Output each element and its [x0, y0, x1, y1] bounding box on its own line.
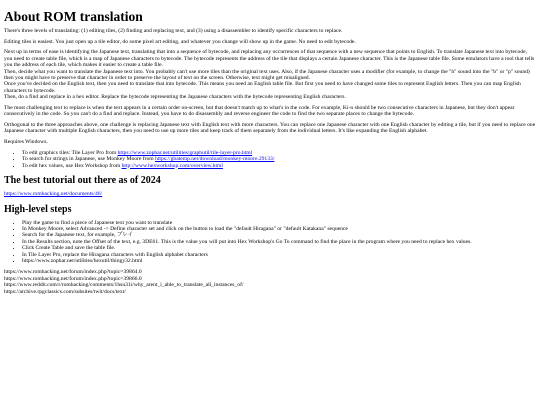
- list-item: • In Tile Layer Pro, replace the Hiragana characters with English alphabet characters: [22, 252, 536, 258]
- level3-paragraph: The most challenging text to replace is when the text appears in a certain order on-screen, but that doesn't match up to what's in the code. For example, Ki-n should be two consecutive characters in Japanese, but they don't appear consecutively in the code. So you can't do a find and replace. Instead, you have to do disassembly and reverse engineer the code to find the two separate places to change the bytecode.: [4, 104, 515, 118]
- intro-tiles: Editing tiles is easiest. You just open up a tile editor, do some pixel art editing, and whatever you change will show up in the game. No need to edit bytecode.: [4, 38, 356, 45]
- reference-urls: [4, 269, 536, 295]
- steps-list: [4, 220, 536, 265]
- tutorial-heading: The best tutorial out there as of 2024: [4, 175, 161, 187]
- tools-list: [4, 150, 536, 169]
- page-title: About ROM translation: [4, 9, 143, 24]
- reference-url: https://www.romhacking.net/forum/index.php?topic=39864.0: [4, 269, 142, 276]
- list-item: • In the Results section, note the Offset of the text, e.g. 3DE61. This is the value you will put into Hex Workshop's Go To command to find the place in the program where you need to replace hex values.: [22, 239, 536, 245]
- level2-paragraph: [4, 49, 536, 100]
- orthogonal-paragraph: Orthogonal to the three approaches above, one challenge is replacing Japanese text with English text with more characters. You can replace one Japanese character with one English character by editing a tile, but if you need to replace one Japanese character with multiple English characters, then you need to use up more tiles and keep track of them separately from the individual letters. It's like expanding the English alphabet.: [4, 122, 536, 135]
- list-item: • In Monkey Moore, select Advanced -> Define character set and click on the button to load the "default Hiragana" or "default Katakana" sequence: [22, 226, 536, 232]
- reference-url: https://www.romhacking.net/forum/index.php?topic=39866.0: [4, 275, 142, 282]
- tool-text: To edit graphics tiles: Tile Layer Pro from: [22, 149, 118, 156]
- list-item: • Click Create Table and save the table file.: [22, 245, 536, 251]
- tool-text: To edit hex values, use Hex Workshop from: [22, 162, 122, 169]
- tutorial-link[interactable]: https://www.romhacking.net/documents/46/: [4, 191, 103, 198]
- level2-line-3: Once you've decided on the English text, then you need to translate that into bytecode. This means you need an English table file. But first you need to have changed some tiles to represent English letters. Then you can map English characters to bytecode.: [4, 81, 521, 94]
- list-item: • https://www.zophar.net/utilities/hexutil/thingy32.html: [22, 258, 536, 264]
- level2-line-4: Then, do a find and replace in a hex editor. Replace the bytecode representing the Japanese characters with the bytecode representing English characters.: [4, 94, 346, 101]
- hex-workshop-link[interactable]: http://www.hexworkshop.com/overview.html: [121, 162, 223, 169]
- reference-url: https://www.reddit.com/r/romhacking/comments/1hsu31i/why_arent_i_able_to_translate_all_instances_of/: [4, 282, 244, 289]
- monkey-moore-link[interactable]: https://gbatemp.net/download/monkey-moore.29133/: [155, 156, 275, 163]
- list-item: [22, 163, 536, 169]
- tile-layer-pro-link[interactable]: https://www.zophar.net/utilities/graphutil/tile-layer-pro.html: [117, 149, 253, 156]
- requires-windows: Requires Windows.: [4, 139, 48, 146]
- steps-heading: High-level steps: [4, 203, 72, 215]
- level2-line-2: Then, decide what you want to translate the Japanese text into. You probably can't use more tiles than the original text uses. Also, if the Japanese character uses a modifier (for example, to change the "h" sound into the "b" or "p" sound) then you might have to preserve that character in order to preserve the layout of text on the screen. Otherwise, text might get misaligned.: [4, 68, 530, 82]
- list-item: • Search for the Japanese text, for example, ブレイ: [22, 232, 536, 238]
- level2-line-1: Next up in terms of ease is identifying the Japanese text, translating that into a sequence of bytecode, and replacing any occurrences of that sequence with a new sequence that points to English. To translate Japanese text into bytecode, you need to create table file, which is a map of Japanese characters to bytecode. The bytecode represents the address of the tile that displays a certain Japanese character. This is the Japanese table file. Some emulators have a tool that tells you the address of each tile, which makes it easier to create a table file.: [4, 49, 535, 69]
- tutorial-paragraph: [4, 191, 536, 197]
- reference-url: https://archive.rpgclassics.com/subsites/twit/docs/text/: [4, 288, 126, 295]
- list-item: • Play the game to find a piece of Japanese text you want to translate: [22, 220, 536, 226]
- tool-text: To search for strings in Japanese, use Monkey Moore from: [22, 156, 156, 163]
- intro-levels: There's three levels of translating: (1) editing tiles, (2) finding and replacing text, and (3) using a disassembler to identify specific characters to replace.: [4, 28, 343, 34]
